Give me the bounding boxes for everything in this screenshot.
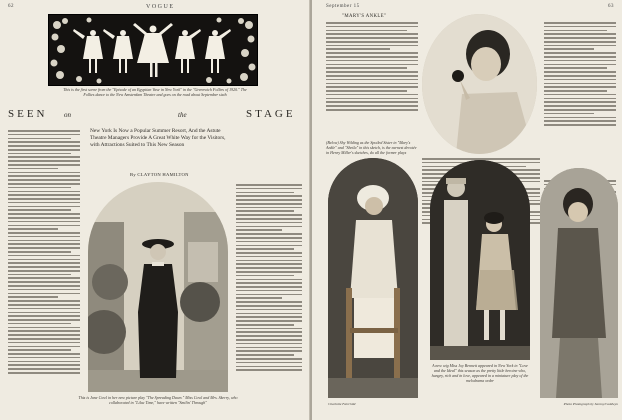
credit-photo-right: Photo Photograph by Sarony/Goldwyn: [563, 402, 618, 406]
right-page: [312, 0, 622, 420]
credit-charlotte-fairchild: Charlotte Fairchild: [328, 402, 356, 406]
byline: By CLAYTON HAMILTON: [130, 172, 189, 177]
left-page: [0, 0, 310, 420]
photo-caption-left: This is Jane Cowl in her new picture play "The Spreading Dawn." Miss Cowl and Mrs. Skerry, who collaborated in "Lilac Time," have written "Smilin' Through": [78, 395, 238, 405]
article-column-1: [8, 130, 80, 376]
article-column-3: [236, 184, 302, 373]
headline: New York Is Now a Popular Summer Resort, And the Astute Theatre Managers Provide A Great White Way for the Visitors, with Attractions Suited to This New Season: [90, 128, 226, 148]
article-column-4: [326, 22, 418, 113]
running-head-left: VOGUE: [146, 4, 175, 10]
section-title-the: the: [178, 111, 187, 119]
actress-with-statue-photo: [430, 160, 530, 360]
caption-joy-bennett: A new wig Miss Joy Bennett appeared in New York in "Love and the Ideal" this season as the pretty little heroine who, hungry, rich and in love, appeared in a miniature play of the melodrama order: [431, 363, 529, 383]
actress-in-bonnet-photo: [328, 158, 418, 398]
jane-cowl-photo: [88, 182, 228, 392]
actress-with-flower-photo: [422, 14, 537, 154]
section-title-on: on: [64, 111, 71, 119]
article-column-5: [544, 22, 616, 128]
section-title-stage: STAGE: [246, 108, 296, 120]
caption-shy-wilding: (Below) Shy Wilding as the Spoiled Sister in "Mary's Ankle" and "Sheila" in this sketch, is the earnest devotée in Henry Miller's sketches, do all the former plays: [326, 140, 417, 155]
section-title-seen: SEEN: [8, 108, 48, 120]
section-title: [8, 108, 304, 122]
banner-caption: This is the first scene from the "Episode of an Egyptian Vase in New York" in the "Greenwich Follies of 1920." The Follies dance to the New Amsterdam Theatre and goes on the road about September sixth: [63, 87, 247, 97]
actress-in-sweater-photo: [540, 168, 618, 398]
page-number-left: 62: [8, 4, 14, 9]
section-head-marys-ankle: "MARY'S ANKLE": [342, 14, 387, 19]
page-number-right: 63: [608, 4, 614, 9]
running-head-right: September 15: [326, 4, 360, 9]
dancers-banner-image: [48, 14, 258, 86]
